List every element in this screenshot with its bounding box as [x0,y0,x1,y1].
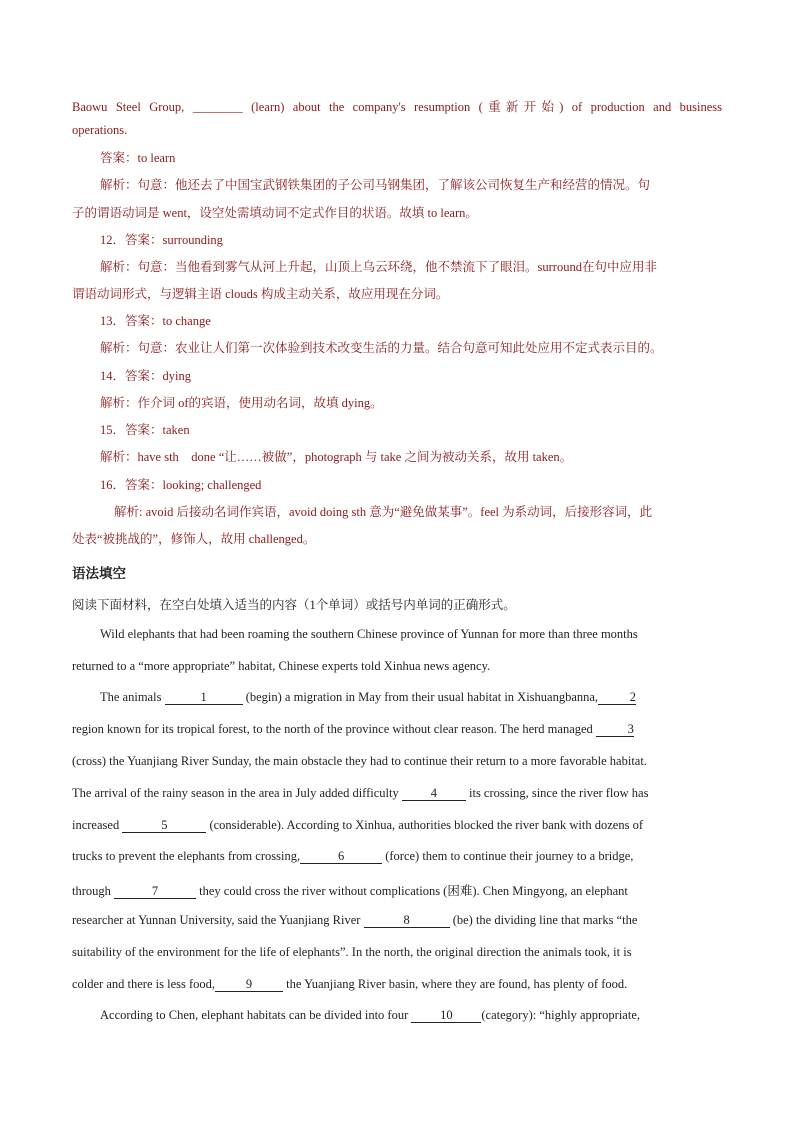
passage-line-12 [72,977,722,992]
analysis-16-line-1: 解析: avoid 后接动名词作宾语，avoid doing sth 意为“避免做某事”。feel 为系动词，后接形容词，此 [114,505,653,519]
passage-line-5: (cross) the Yuanjiang River Sunday, the main obstacle they had to continue their return to a more favorable habitat. [72,754,647,768]
passage-line-8 [72,849,722,864]
blank-2[interactable]: 2 [598,691,636,705]
answer-12: 12．答案：surrounding [100,233,223,247]
section-instruction: 阅读下面材料，在空白处填入适当的内容（1个单词）或括号内单词的正确形式。 [72,598,516,612]
passage-line-4 [72,722,722,737]
passage-line-3 [100,690,722,705]
text-segment: (be) the dividing line that marks “the [449,913,638,927]
section-title: 语法填空 [72,566,126,582]
passage-line-7 [72,818,722,833]
blank-8[interactable]: 8 [364,914,450,928]
text-segment: through [72,884,115,898]
passage-line-9 [72,881,722,899]
analysis-11-line-2: 子的谓语动词是 went，设空处需填动词不定式作目的状语。故填 to learn。 [72,206,478,220]
answer-15: 15．答案：taken [100,423,190,437]
analysis-13: 解析：句意：农业让人们第一次体验到技术改变生活的力量。结合句意可知此处应用不定式表示目的。 [100,341,663,355]
blank-9[interactable]: 9 [215,978,283,992]
text-segment: region known for its tropical forest, to the north of the province without clear reason. The herd managed [72,722,596,736]
passage-line-10 [72,913,722,928]
passage-line-6 [72,786,722,801]
text-segment: (force) them to continue their journey to a bridge, [382,849,634,863]
passage-line-11: suitability of the environment for the life of elephants”. In the north, the original direction the animals took, it is [72,945,632,959]
analysis-15: 解析：have sth done “让……被做”，photograph 与 take 之间为被动关系，故用 taken。 [100,450,573,464]
text-segment: (category): “highly appropriate, [481,1008,640,1022]
analysis-12-line-2: 谓语动词形式，与逻辑主语 clouds 构成主动关系，故应用现在分词。 [72,287,449,301]
text-segment: increased [72,818,123,832]
text-segment: (considerable). According to Xinhua, authorities blocked the river bank with dozens of [206,818,644,832]
answer-line-1: Baowu Steel Group, ________ (learn) about the company's resumption (重新开始) of production and business [72,100,722,114]
text-segment: The animals [100,690,165,704]
blank-6[interactable]: 6 [300,850,382,864]
blank-5[interactable]: 5 [122,819,206,833]
analysis-16-line-2: 处表“被挑战的”，修饰人，故用 challenged。 [72,532,316,546]
analysis-12-line-1: 解析：句意：当他看到雾气从河上升起，山顶上乌云环绕，他不禁流下了眼泪。surround在句中应用非 [100,260,657,274]
blank-10[interactable]: 10 [411,1009,481,1023]
passage-line-13 [100,1008,722,1023]
analysis-11-line-1: 解析：句意：他还去了中国宝武钢铁集团的子公司马钢集团，了解该公司恢复生产和经营的情况。句 [100,178,651,192]
answer-line-2: operations. [72,123,128,137]
text-segment: its crossing, since the river flow has [465,786,649,800]
blank-3[interactable]: 3 [596,723,634,737]
answer-14: 14．答案：dying [100,369,191,383]
answer-16: 16．答案：looking; challenged [100,478,262,492]
blank-1[interactable]: 1 [165,691,243,705]
answer-11: 答案：to learn [100,151,176,165]
text-segment: According to Chen, elephant habitats can be divided into four [100,1008,412,1022]
text-segment: (begin) a migration in May from their usual habitat in Xishuangbanna, [242,690,599,704]
text-segment: the Yuanjiang River basin, where they are found, has plenty of food. [283,977,628,991]
answer-13: 13．答案：to change [100,314,211,328]
blank-7[interactable]: 7 [114,885,196,899]
text-segment: they could cross the river without complications (困难). Chen Mingyong, an elephant [196,884,628,898]
blank-4[interactable]: 4 [402,787,466,801]
analysis-14: 解析：作介词 of的宾语，使用动名词，故填 dying。 [100,396,383,410]
passage-line-2: returned to a “more appropriate” habitat, Chinese experts told Xinhua news agency. [72,659,491,673]
text-segment: colder and there is less food, [72,977,216,991]
passage-line-1: Wild elephants that had been roaming the southern Chinese province of Yunnan for more than three months [100,627,638,641]
text-segment: The arrival of the rainy season in the area in July added difficulty [72,786,402,800]
text-segment: trucks to prevent the elephants from crossing, [72,849,301,863]
text-segment: researcher at Yunnan University, said the Yuanjiang River [72,913,364,927]
